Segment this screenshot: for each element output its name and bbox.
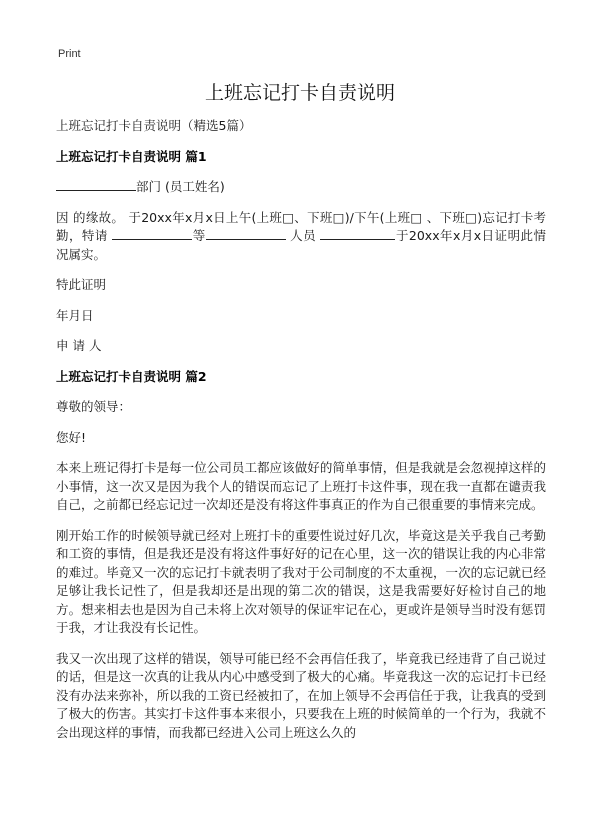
blank-department: [56, 178, 136, 191]
greeting: 您好!: [56, 429, 87, 445]
article1-heading: 上班忘记打卡自责说明 篇1: [56, 148, 207, 164]
applicant-line: 申 请 人: [56, 338, 102, 353]
p1-text-d: 于20xx年x月x日证明此情况属实。: [56, 228, 546, 262]
print-link[interactable]: Print: [58, 48, 81, 60]
document-body: [56, 117, 546, 754]
p1-text-a: 因 的缘故。 于20xx年x月x日上午(上班□、下班□)/下午(上班□ 、下班□)忘记打卡考勤，特请: [56, 209, 546, 243]
salutation: 尊敬的领导：: [56, 399, 132, 414]
document-subtitle: 上班忘记打卡自责说明（精选5篇）: [56, 118, 252, 133]
dept-label: 部门 (员工姓名): [136, 179, 225, 194]
p1-text-c: 人员: [290, 228, 317, 243]
article2-heading: 上班忘记打卡自责说明 篇2: [56, 368, 207, 384]
blank-witness-3: [320, 227, 395, 240]
article1-paragraph: [56, 209, 546, 265]
article2-paragraph-3: 我又一次出现了这样的错误，领导可能已经不会再信任我了，毕竟我已经违背了自己说过的话，但是这一次真的让我从内心中感受到了极大的心痛。毕竟我这一次的忘记打卡已经没有办法来弥补，所以我的工资已经被扣了，在加上领导不会再信任于我，让我真的受到了极大的伤害。其实打卡这件事本来很小，只要我在上班的时候简单的一个行为，我就不会出现这样的事情，而我都已经进入公司上班这么久的: [56, 650, 546, 740]
article2-paragraph-2: 刚开始工作的时候领导就已经对上班打卡的重要性说过好几次，毕竟这是关乎我自己考勤和工资的事情，但是我还是没有将这件事好好的记在心里，这一次的错误让我的内心非常的难过。毕竟又一次的忘记打卡就表明了我对于公司制度的不太重视，一次的忘记就已经足够让我长记性了，但是我却还是出现的第二次的错误，这是我需要好好检讨自己的地方。想来相去也是因为自己未将上次对领导的保证牢记在心，更或许是领导当时没有惩罚于我，才让我没有长记性。: [56, 527, 546, 635]
date-line: 年月日: [56, 307, 94, 323]
blank-witness-1: [112, 227, 192, 240]
certify-line: 特此证明: [56, 277, 107, 292]
dept-line: [56, 178, 546, 197]
article2-paragraph-1: 本来上班记得打卡是每一位公司员工都应该做好的简单事情，但是我就是会忽视掉这样的小事情，这一次又是因为我个人的错误而忘记了上班打卡这件事，现在我一直都在谴责我自己，之前都已经忘记过一次却还是没有将这件事真正的作为自己很重要的事情来完成。: [56, 460, 546, 512]
p1-text-b: 等: [192, 228, 206, 243]
document-title: 上班忘记打卡自责说明: [204, 82, 395, 104]
blank-witness-2: [206, 227, 286, 240]
